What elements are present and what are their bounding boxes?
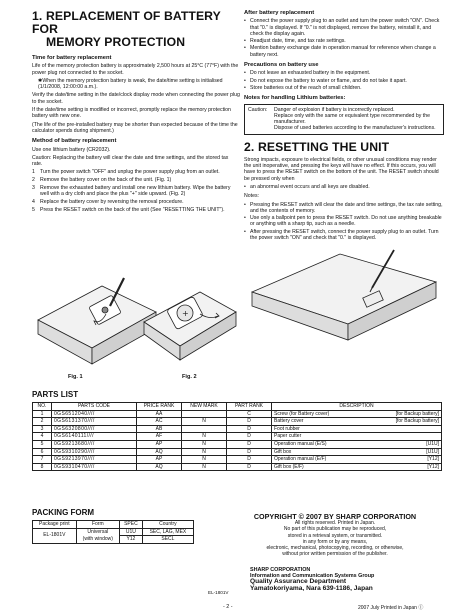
caution-row: [248, 113, 440, 126]
precaution-text: Store batteries out of the reach of small children.: [250, 84, 362, 91]
price-rank: AQ: [137, 463, 182, 471]
fig2-label: Fig. 2: [182, 374, 197, 380]
part-no: 6: [33, 448, 52, 456]
corp-group: Information and Communication Systems Group: [250, 573, 375, 580]
method-heading: Method of battery replacement: [32, 138, 117, 145]
part-code: 0GS9213970////: [52, 456, 137, 464]
time-paragraph-2: ✱When the memory protection battery is weak, the date/time setting is initialised (1/1/2008, 12:00:00 a.m.).: [38, 77, 223, 91]
section2-title: [244, 141, 444, 154]
copyright-line: All rights reserved. Printed in Japan.: [294, 520, 376, 527]
packing-form-cell: [76, 528, 119, 543]
reset-bullet-text: an abnormal event occurs and all keys are disabled.: [250, 183, 370, 190]
step-text: Turn the power switch "OFF" and unplug the power supply plug from an outlet.: [40, 169, 220, 176]
after-item: [244, 18, 444, 37]
recycle-icon: Ⓘ: [418, 605, 424, 611]
step-text: Replace the battery cover by reversing the removal procedure.: [40, 199, 184, 206]
col-header-new-mark: NEW MARK: [182, 403, 227, 411]
bullet-icon: •: [244, 38, 246, 45]
part-code: 0GS6140111////: [52, 433, 137, 441]
caution-text: Danger of explosion if battery is incorrectly replaced.: [274, 106, 395, 113]
precaution-item: [244, 78, 444, 84]
parts-list-title: PARTS LIST: [32, 390, 79, 399]
packing-spec: U1U: [119, 528, 142, 536]
svg-text:+: +: [182, 309, 189, 318]
price-rank: AC: [137, 418, 182, 426]
packing-country: SEC, LAG, MEX: [142, 528, 193, 536]
corp-department: Quality Assurance Department: [250, 578, 347, 586]
price-rank: AF: [137, 433, 182, 441]
section2-number: 2.: [244, 139, 255, 154]
part-description: Screw (for Battery cover): [272, 410, 378, 418]
part-note: [Y12]: [377, 463, 442, 471]
part-code: 0GS6131370////: [52, 418, 137, 426]
part-no: 3: [33, 425, 52, 433]
bullet-icon: •: [244, 18, 246, 25]
new-mark: N: [182, 463, 227, 471]
col-header-description: DESCRIPTION: [272, 403, 442, 411]
parts-row: [33, 448, 442, 456]
step-number: 3: [32, 185, 35, 192]
step-item: [32, 177, 240, 183]
price-rank: AP: [137, 456, 182, 464]
part-no: 5: [33, 440, 52, 448]
left-column: [32, 10, 240, 215]
part-note: [377, 425, 442, 433]
new-mark: N: [182, 418, 227, 426]
parts-table: [32, 402, 442, 471]
part-description: Operation manual (E/F): [272, 456, 378, 464]
printed-text: 2007 July Printed in Japan: [358, 605, 417, 611]
copyright-line: without prior written permission of the publisher.: [282, 551, 388, 558]
price-rank: AA: [137, 410, 182, 418]
copyright-line: in any form or by any means,: [302, 538, 368, 545]
parts-row: [33, 440, 442, 448]
part-rank: D: [227, 440, 272, 448]
note-text: Pressing the RESET switch will clear the date and time settings, the tax rate setting, and the contents of memory.: [250, 201, 443, 214]
time-paragraph-3: Verify the date/time setting in the date/clock display mode when connecting the power plug to the socket.: [32, 92, 240, 105]
copyright-title: COPYRIGHT © 2007 BY SHARP CORPORATION: [253, 512, 417, 521]
part-note: [for Backup battery]: [377, 418, 442, 426]
col-header-part-rank: PART RANK: [227, 403, 272, 411]
col-header-spec: SPEC: [119, 521, 142, 529]
copyright-line: No part of this publication may be reproduced,: [283, 526, 387, 533]
after-list: [244, 18, 444, 58]
lithium-heading: Notes for handling Lithium batteries:: [244, 95, 346, 102]
note-item: [244, 202, 444, 215]
part-rank: D: [227, 456, 272, 464]
precaution-item: [244, 85, 444, 91]
step-text: Remove the exhausted battery and install one new lithium battery. Wipe the battery well with a dry cloth and place the plus "+" side upward. (Fig. 2): [40, 185, 231, 198]
packing-row: [33, 528, 194, 536]
notes-label: Notes:: [244, 193, 259, 200]
after-text: Mention battery exchange date in operation manual for reference when change a battery next.: [250, 45, 436, 58]
part-description: Paper cutter: [272, 433, 378, 441]
reset-bullet: [244, 184, 444, 190]
replacement-steps: [32, 169, 240, 213]
part-rank: D: [227, 433, 272, 441]
new-mark: N: [182, 448, 227, 456]
price-rank: AQ: [137, 448, 182, 456]
part-rank: D: [227, 425, 272, 433]
note-item: [244, 229, 444, 242]
part-code: 0GS6512040////: [52, 410, 137, 418]
new-mark: N: [182, 456, 227, 464]
packing-table: [32, 520, 194, 544]
part-code: 0GS9310470////: [52, 463, 137, 471]
fig2-illustration: [140, 272, 240, 372]
col-header-price-rank: PRICE RANK: [137, 403, 182, 411]
copyright-line: stored in a retrieval system, or transmitted.: [287, 532, 383, 539]
col-header-parts-code: PARTS CODE: [52, 403, 137, 411]
bullet-icon: •: [244, 201, 246, 208]
packing-form-line1: Universal: [87, 529, 109, 536]
part-note: [377, 433, 442, 441]
step-text: Press the RESET switch on the back of the unit (See "RESETTING THE UNIT").: [40, 206, 225, 213]
part-rank: D: [227, 448, 272, 456]
part-code: 0GS9310290////: [52, 448, 137, 456]
parts-row: [33, 456, 442, 464]
part-description: Foot rubber: [272, 425, 378, 433]
after-item: [244, 45, 444, 58]
step-item: [32, 207, 240, 213]
part-no: 8: [33, 463, 52, 471]
step-text: Remove the battery cover on the back of the unit. (Fig. 1): [40, 177, 172, 184]
part-description: Battery cover: [272, 418, 378, 426]
new-mark: N: [182, 433, 227, 441]
parts-row: [33, 433, 442, 441]
corp-name: SHARP CORPORATION: [250, 567, 311, 573]
step-item: [32, 169, 240, 175]
part-note: [U1U]: [377, 440, 442, 448]
col-header-country: Country: [142, 521, 193, 529]
lithium-caution-box: [244, 104, 444, 135]
packing-form-line2: (with window): [82, 535, 113, 542]
reset-illustration: [244, 246, 444, 342]
price-rank: AB: [137, 425, 182, 433]
part-no: 2: [33, 418, 52, 426]
part-description: Gift box: [272, 448, 378, 456]
time-heading: Time for battery replacement: [32, 55, 112, 61]
precaution-text: Do not leave an exhausted battery in the equipment.: [250, 70, 371, 77]
parts-row: [33, 425, 442, 433]
packing-header-row: [33, 521, 194, 529]
after-item: [244, 38, 444, 44]
part-note: [for Backup battery]: [377, 410, 442, 418]
parts-row: [33, 418, 442, 426]
copyright-block: [210, 514, 460, 557]
corporation-block: [250, 567, 450, 592]
step-number: 4: [32, 199, 35, 206]
bullet-icon: •: [244, 45, 246, 52]
packing-form-title: PACKING FORM: [32, 508, 95, 517]
note-text: Use only a ballpoint pen to press the RESET switch. Do not use anything breakable or anything with a sharp tip, such as a needle.: [250, 215, 442, 228]
battery-figures: [32, 272, 240, 384]
bullet-icon: •: [244, 77, 246, 84]
bullet-icon: •: [244, 215, 246, 222]
time-paragraph-1: Life of the memory protection battery is approximately 2,500 hours at 25°C (77°F) with the power plug not connected to the socket.: [32, 63, 239, 76]
reset-bullet-item: [244, 184, 444, 190]
note-item: [244, 215, 444, 228]
after-text: Connect the power supply plug to an outlet and turn the power switch "ON". Check that "0." is displayed. If "0." is not displayed, remove the battery, reinstall it, and check the display again.: [250, 18, 440, 37]
method-caution: Caution: Replacing the battery will clear the date and time settings, and the stored tax rate.: [32, 154, 229, 168]
precaution-text: Do not expose the battery to water or flame, and do not take it apart.: [250, 77, 407, 84]
caution-row: [248, 125, 440, 131]
fig1-label: Fig. 1: [68, 374, 83, 380]
col-header-form: Form: [76, 521, 119, 529]
bullet-icon: •: [244, 228, 246, 235]
parts-row: [33, 463, 442, 471]
precautions-list: [244, 70, 444, 91]
bullet-icon: •: [244, 183, 246, 190]
section1-title-line1: REPLACEMENT OF BATTERY FOR: [32, 9, 221, 36]
precaution-item: [244, 70, 444, 76]
part-rank: D: [227, 463, 272, 471]
time-paragraph-4: If the date/time setting is modified or incorrect, promptly replace the memory protection battery with new one.: [32, 107, 231, 120]
new-mark: N: [182, 440, 227, 448]
method-paragraph-1: Use one lithium battery (CR2032).: [32, 146, 111, 153]
page-number: - 2 -: [223, 604, 233, 610]
part-rank: D: [227, 418, 272, 426]
step-number: 2: [32, 177, 35, 184]
packing-spec: Y12: [119, 536, 142, 544]
part-note: [U1U]: [377, 448, 442, 456]
price-rank: AP: [137, 440, 182, 448]
reset-paragraph: Strong impacts, exposure to electrical fields, or other unusual conditions may render the unit inoperative, and pressing the keys will have no effect. If this occurs, you will have to press the RESET switch on the bottom of the unit. The RESET switch should be pressed only when: [244, 156, 439, 182]
after-text: Readjust date, time, and tax rate settings.: [250, 38, 346, 45]
step-number: 1: [32, 169, 35, 176]
section1-number: 1.: [32, 9, 43, 23]
part-code: 0GS9213680////: [52, 440, 137, 448]
precautions-heading: Precautions on battery use: [244, 62, 319, 69]
right-column: [244, 10, 444, 345]
parts-row: [33, 410, 442, 418]
col-header-package-print: Package print: [33, 521, 77, 529]
part-description: Operation manual (E/S): [272, 440, 378, 448]
section2-title-text: RESETTING THE UNIT: [258, 139, 390, 154]
part-rank: C: [227, 410, 272, 418]
part-no: 4: [33, 433, 52, 441]
part-no: 7: [33, 456, 52, 464]
step-item: [32, 199, 240, 205]
caution-label: Caution:: [248, 106, 268, 113]
part-no: 1: [33, 410, 52, 418]
part-code: 0GS6320800////: [52, 425, 137, 433]
corp-address: Yamatokoriyama, Nara 639-1186, Japan: [250, 584, 373, 592]
footer-model: EL-1801V: [208, 590, 229, 595]
notes-list: [244, 202, 444, 242]
packing-country: SECL: [142, 536, 193, 544]
after-heading: After battery replacement: [244, 10, 315, 16]
part-description: Gift box (E/F): [272, 463, 378, 471]
caution-text: Replace only with the same or equivalent type recommended by the manufacturer.: [274, 112, 430, 126]
bullet-icon: •: [244, 84, 246, 91]
section1-title-line2: MEMORY PROTECTION: [46, 35, 186, 49]
caution-text: Dispose of used batteries according to the manufacturer's instructions.: [274, 125, 436, 132]
part-note: [Y12]: [377, 456, 442, 464]
parts-header-row: [33, 403, 442, 411]
new-mark: [182, 425, 227, 433]
col-header-no: NO.: [33, 403, 52, 411]
bullet-icon: •: [244, 70, 246, 77]
printed-info: [358, 604, 423, 611]
copyright-line: electronic, mechanical, photocopying, recording, or otherwise,: [266, 545, 404, 552]
packing-model: EL-1801V: [33, 528, 77, 543]
time-paragraph-5: (The life of the pre-installed battery may be shorter than expected because of the time the calculator spends during shipment.): [32, 121, 238, 134]
note-text: After pressing the RESET switch, connect the power supply plug to an outlet. Turn the power switch "ON" and check that "0." is displayed.: [250, 228, 439, 242]
step-number: 5: [32, 206, 35, 213]
section1-title: [32, 10, 240, 49]
new-mark: [182, 410, 227, 418]
step-item: [32, 185, 240, 198]
